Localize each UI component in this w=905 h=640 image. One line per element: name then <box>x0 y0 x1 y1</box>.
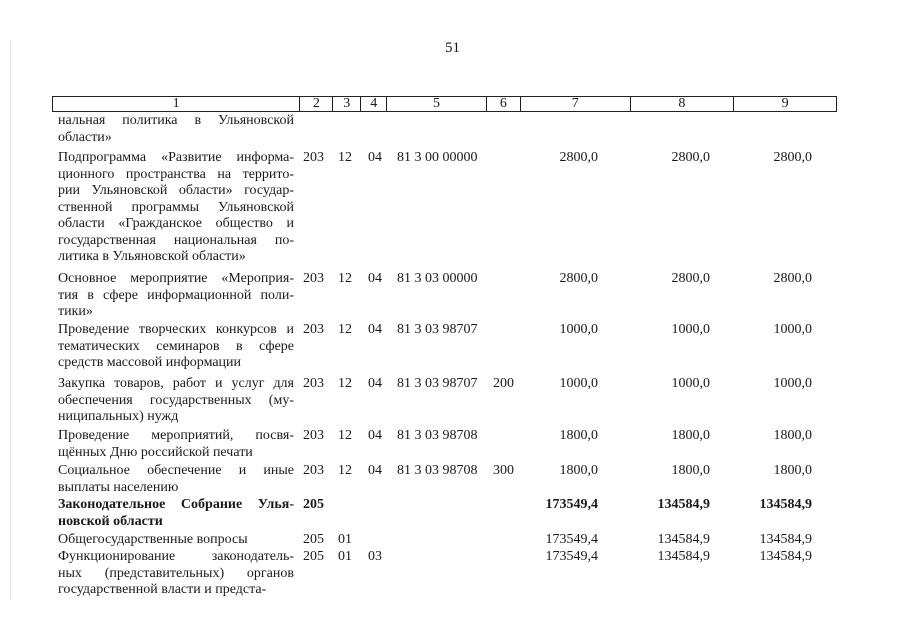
amount-year-1: 173549,4 <box>545 497 598 512</box>
description-line: средств массовой информации <box>58 355 242 370</box>
ministry-code: 203 <box>303 150 324 165</box>
scan-edge-line <box>10 40 11 600</box>
description-line: Проведение творческих конкурсов и <box>58 322 294 337</box>
amount-year-2: 1800,0 <box>671 428 710 443</box>
subsection-code: 04 <box>368 376 382 391</box>
description-line: ционного пространства на террито- <box>58 166 294 182</box>
ministry-code: 205 <box>303 549 324 564</box>
expense-type-code: 200 <box>493 376 514 391</box>
description-line: государственной власти и предста- <box>58 582 267 597</box>
amount-year-1: 2800,0 <box>559 150 598 165</box>
header-col-1: 1 <box>53 97 300 111</box>
target-article-code: 81 3 00 00000 <box>397 150 478 165</box>
subsection-code: 04 <box>368 428 382 443</box>
description-line: выплаты населению <box>58 479 179 495</box>
ministry-code: 203 <box>303 428 324 443</box>
amount-year-3: 1000,0 <box>773 322 812 337</box>
description-line: области «Гражданское общество и <box>58 216 294 231</box>
description-line: литика в Ульяновской области» <box>58 249 246 264</box>
description-line: области» <box>58 129 112 145</box>
ministry-code: 203 <box>303 271 324 286</box>
description-line: нальная политика в Ульяновской <box>58 113 294 128</box>
table-header <box>52 96 837 112</box>
subsection-code: 04 <box>368 150 382 165</box>
amount-year-2: 2800,0 <box>671 150 710 165</box>
ministry-code: 205 <box>303 532 324 547</box>
header-col-5: 5 <box>387 97 487 111</box>
description-line: Закупка товаров, работ и услуг для <box>58 376 294 391</box>
section-code: 12 <box>338 150 352 165</box>
expense-type-code: 300 <box>493 463 514 478</box>
amount-year-1: 1000,0 <box>559 322 598 337</box>
description-line: Проведение мероприятий, посвя- <box>58 428 294 443</box>
target-article-code: 81 3 03 98708 <box>397 463 478 478</box>
ministry-code: 205 <box>303 497 324 512</box>
amount-year-2: 134584,9 <box>657 532 710 547</box>
section-code: 12 <box>338 428 352 443</box>
description-line: ственной программы Ульяновской <box>58 199 294 215</box>
row-description <box>58 150 294 266</box>
header-col-2: 2 <box>300 97 333 111</box>
amount-year-2: 1000,0 <box>671 322 710 337</box>
amount-year-1: 1000,0 <box>559 376 598 391</box>
header-col-4: 4 <box>361 97 387 111</box>
section-code: 12 <box>338 271 352 286</box>
amount-year-3: 2800,0 <box>773 150 812 165</box>
row-description <box>58 271 294 321</box>
row-description <box>58 428 294 461</box>
header-col-6: 6 <box>487 97 521 111</box>
description-line: тики» <box>58 304 93 319</box>
header-col-3: 3 <box>333 97 361 111</box>
header-col-8: 8 <box>631 97 735 111</box>
row-description <box>58 463 294 496</box>
amount-year-2: 134584,9 <box>657 497 710 512</box>
amount-year-2: 2800,0 <box>671 271 710 286</box>
section-code: 01 <box>338 532 352 547</box>
description-line: Социальное обеспечение и иные <box>58 463 294 478</box>
description-line: обеспечения государственных (му- <box>58 392 294 408</box>
header-col-7: 7 <box>521 97 631 111</box>
description-line: щённых Дню российской печати <box>58 444 253 460</box>
subsection-code: 04 <box>368 463 382 478</box>
amount-year-1: 173549,4 <box>545 532 598 547</box>
header-col-9: 9 <box>781 96 789 111</box>
row-description <box>58 532 294 549</box>
page-number: 51 <box>445 40 460 56</box>
amount-year-3: 134584,9 <box>759 532 812 547</box>
subsection-code: 04 <box>368 271 382 286</box>
description-line: ных (представительных) органов <box>58 565 294 581</box>
subsection-code: 04 <box>368 322 382 337</box>
amount-year-3: 2800,0 <box>773 271 812 286</box>
ministry-code: 203 <box>303 322 324 337</box>
amount-year-3: 1000,0 <box>773 376 812 391</box>
description-line: новской области <box>58 513 163 529</box>
description-line: Подпрограмма «Развитие информа- <box>58 150 294 165</box>
row-description <box>58 376 294 426</box>
ministry-code: 203 <box>303 376 324 391</box>
description-line: Общегосударственные вопросы <box>58 532 248 547</box>
description-line: ниципальных) нужд <box>58 409 179 424</box>
section-code: 12 <box>338 322 352 337</box>
target-article-code: 81 3 03 00000 <box>397 271 478 286</box>
description-line: тематических семинаров в сфере <box>58 338 294 354</box>
description-line: государственная национальная по- <box>58 232 294 248</box>
amount-year-1: 2800,0 <box>559 271 598 286</box>
target-article-code: 81 3 03 98708 <box>397 428 478 443</box>
ministry-code: 203 <box>303 463 324 478</box>
subsection-code: 03 <box>368 549 382 564</box>
row-description <box>58 113 294 146</box>
amount-year-3: 134584,9 <box>759 549 812 564</box>
amount-year-1: 1800,0 <box>559 428 598 443</box>
amount-year-3: 1800,0 <box>773 428 812 443</box>
section-code: 01 <box>338 549 352 564</box>
description-line: тия в сфере информационной поли- <box>58 287 294 303</box>
amount-year-2: 1800,0 <box>671 463 710 478</box>
amount-year-2: 1000,0 <box>671 376 710 391</box>
amount-year-1: 1800,0 <box>559 463 598 478</box>
target-article-code: 81 3 03 98707 <box>397 376 478 391</box>
target-article-code: 81 3 03 98707 <box>397 322 478 337</box>
description-line: рии Ульяновской области» государ- <box>58 183 294 198</box>
row-description <box>58 497 294 530</box>
description-line: Основное мероприятие «Мероприя- <box>58 271 294 286</box>
description-line: Функционирование законодатель- <box>58 549 294 564</box>
section-code: 12 <box>338 463 352 478</box>
amount-year-3: 1800,0 <box>773 463 812 478</box>
description-line: Законодательное Собрание Улья- <box>58 497 294 512</box>
section-code: 12 <box>338 376 352 391</box>
amount-year-1: 173549,4 <box>545 549 598 564</box>
amount-year-3: 134584,9 <box>759 497 812 512</box>
amount-year-2: 134584,9 <box>657 549 710 564</box>
row-description <box>58 549 294 599</box>
row-description <box>58 322 294 372</box>
